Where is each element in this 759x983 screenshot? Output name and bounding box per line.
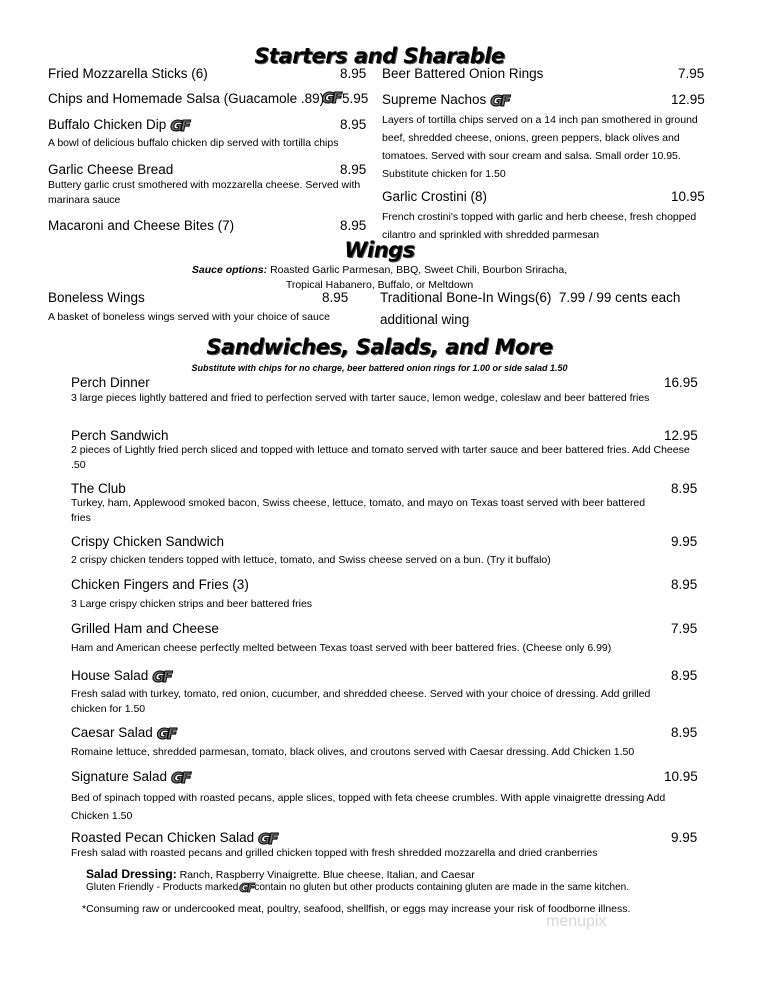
salad-dressing: Salad Dressing: Ranch, Raspberry Vinaigrette. Blue cheese, Italian, and Caesar <box>86 867 475 881</box>
crostini-name: Garlic Crostini (8) <box>382 189 488 204</box>
menu-item-desc: Romaine lettuce, shredded parmesan, tomato, black olives, and croutons served with Caesar dressing. Add Chicken 1.50 <box>71 746 635 758</box>
chips-salsa-name: Chips and Homemade Salsa (Guacamole .89) <box>48 91 325 106</box>
gf-icon: GF <box>152 668 171 686</box>
garlic-bread-price: 8.95 <box>340 162 367 177</box>
menu-item-name: Chicken Fingers and Fries (3) <box>71 577 249 592</box>
watermark: menupix <box>546 913 607 930</box>
buffalo-dip-price: 8.95 <box>340 117 367 132</box>
menu-item-desc: Turkey, ham, Applewood smoked bacon, Swiss cheese, lettuce, tomato, and mayo on Texas toast served with beer battered fries <box>71 497 646 524</box>
menu-item-desc: Fresh salad with turkey, tomato, red onion, cucumber, and shredded cheese. Served with your choice of dressing. Add grilled chicken for 1.50 <box>71 688 651 715</box>
substitute-note: Substitute with chips for no charge, beer battered onion rings for 1.00 or side salad 1.50 <box>191 363 568 373</box>
chips-salsa-price: 5.95 <box>342 91 369 106</box>
menu-item-desc: 2 pieces of Lightly fried perch sliced and topped with lettuce and tomato served with tarter sauce and beer battered fries. Add Cheese .50 <box>71 444 690 471</box>
fried-mozz-price: 8.95 <box>340 66 367 81</box>
menu-item-desc: Bed of spinach topped with roasted pecans, apple slices, topped with feta cheese crumbles. With apple vinaigrette dressing Add Chicken 1.50 <box>71 792 666 822</box>
menu-item-price: 8.95 <box>671 577 698 592</box>
menu-item-name: Roasted Pecan Chicken Salad GF <box>71 830 277 848</box>
gf-icon: GF <box>171 769 190 787</box>
onion-rings-name: Beer Battered Onion Rings <box>382 66 544 81</box>
menu-item-desc: 3 Large crispy chicken strips and beer battered fries <box>71 598 313 610</box>
menu-item-name: Caesar Salad GF <box>71 725 176 743</box>
gf-icon: GF <box>258 830 277 848</box>
menu-item-price: 16.95 <box>664 375 698 390</box>
mac-bites-price: 8.95 <box>340 218 367 233</box>
gluten-note: Gluten Friendly - Products markedGFcontain no gluten but other products containing gluten are made in the same kitchen. <box>86 881 630 895</box>
boneless-wings-desc: A basket of boneless wings served with your choice of sauce <box>48 311 330 323</box>
menu-item-price: 9.95 <box>671 830 698 845</box>
mac-bites-name: Macaroni and Cheese Bites (7) <box>48 218 235 233</box>
fried-mozz-name: Fried Mozzarella Sticks (6) <box>48 66 208 81</box>
menu-item-price: 8.95 <box>671 725 698 740</box>
nachos-name: Supreme Nachos GF <box>382 92 509 110</box>
gf-icon: GF <box>170 117 189 135</box>
consuming-note: *Consuming raw or undercooked meat, poultry, seafood, shellfish, or eggs may increase your risk of foodborne illness. <box>82 903 631 915</box>
starters-title: Starters and Sharable <box>254 44 505 68</box>
nachos-desc: Layers of tortilla chips served on a 14 inch pan smothered in ground beef, shredded cheese, onions, green peppers, black olives and tomatoes. Served with sour cream and salsa. Small order 10.95. Substitute chicken for 1.50 <box>382 114 698 180</box>
wings-title: Wings <box>344 238 415 262</box>
garlic-bread-desc: Buttery garlic crust smothered with mozzarella cheese. Served with marinara sauce <box>48 179 361 206</box>
boneless-wings-name: Boneless Wings <box>48 290 145 305</box>
sauce-options: Sauce options: Roasted Garlic Parmesan, BBQ, Sweet Chili, Bourbon Sriracha, Tropical Habanero, Buffalo, or Meltdown <box>191 264 568 291</box>
menu-item-name: House Salad GF <box>71 668 171 686</box>
menu-item-price: 7.95 <box>671 621 698 636</box>
menu-item-name: Crispy Chicken Sandwich <box>71 534 225 549</box>
gf-icon: GF <box>490 92 509 110</box>
menu-item-price: 10.95 <box>664 769 698 784</box>
buffalo-dip-name: Buffalo Chicken Dip GF <box>48 117 189 135</box>
menu-item-desc: Ham and American cheese perfectly melted between Texas toast served with beer battered fries. (Cheese only 6.99) <box>71 642 612 654</box>
menu-item-desc: 3 large pieces lightly battered and fried to perfection served with tarter sauce, lemon wedge, coleslaw and beer battered fries <box>71 392 650 404</box>
boneless-wings-price: 8.95 <box>322 290 349 305</box>
menu-item-price: 12.95 <box>664 428 698 443</box>
menu-item-price: 8.95 <box>671 668 698 683</box>
nachos-price: 12.95 <box>671 92 705 107</box>
gf-icon: GF <box>156 725 176 743</box>
menu-item-desc: 2 crispy chicken tenders topped with lettuce, tomato, and Swiss cheese served on a bun. (Try it buffalo) <box>71 554 551 566</box>
menu-item-price: 9.95 <box>671 534 698 549</box>
bone-in-wings-name: Traditional Bone-In Wings(6) 7.99 / 99 cents each <box>380 290 681 305</box>
buffalo-dip-desc: A bowl of delicious buffalo chicken dip served with tortilla chips <box>48 137 339 149</box>
menu-item-name: Perch Dinner <box>71 375 150 390</box>
onion-rings-price: 7.95 <box>678 66 705 81</box>
menu-item-name: Grilled Ham and Cheese <box>71 621 219 636</box>
menu-item-price: 8.95 <box>671 481 698 496</box>
menu-item-name: Perch Sandwich <box>71 428 169 443</box>
gf-icon: GF <box>239 881 254 895</box>
bone-in-wings-extra: additional wing <box>380 312 470 327</box>
garlic-bread-name: Garlic Cheese Bread <box>48 162 174 177</box>
menu-item-name: The Club <box>71 481 126 496</box>
sandwiches-title: Sandwiches, Salads, and More <box>206 335 553 359</box>
crostini-desc: French crostini's topped with garlic and herb cheese, fresh chopped cilantro and sprinkled with shredded parmesan <box>382 211 697 241</box>
gf-icon: GF <box>322 89 341 107</box>
crostini-price: 10.95 <box>671 189 705 204</box>
menu-item-name: Signature Salad GF <box>71 769 190 787</box>
menu-item-desc: Fresh salad with roasted pecans and grilled chicken topped with fresh shredded mozzarella and dried cranberries <box>71 847 598 859</box>
